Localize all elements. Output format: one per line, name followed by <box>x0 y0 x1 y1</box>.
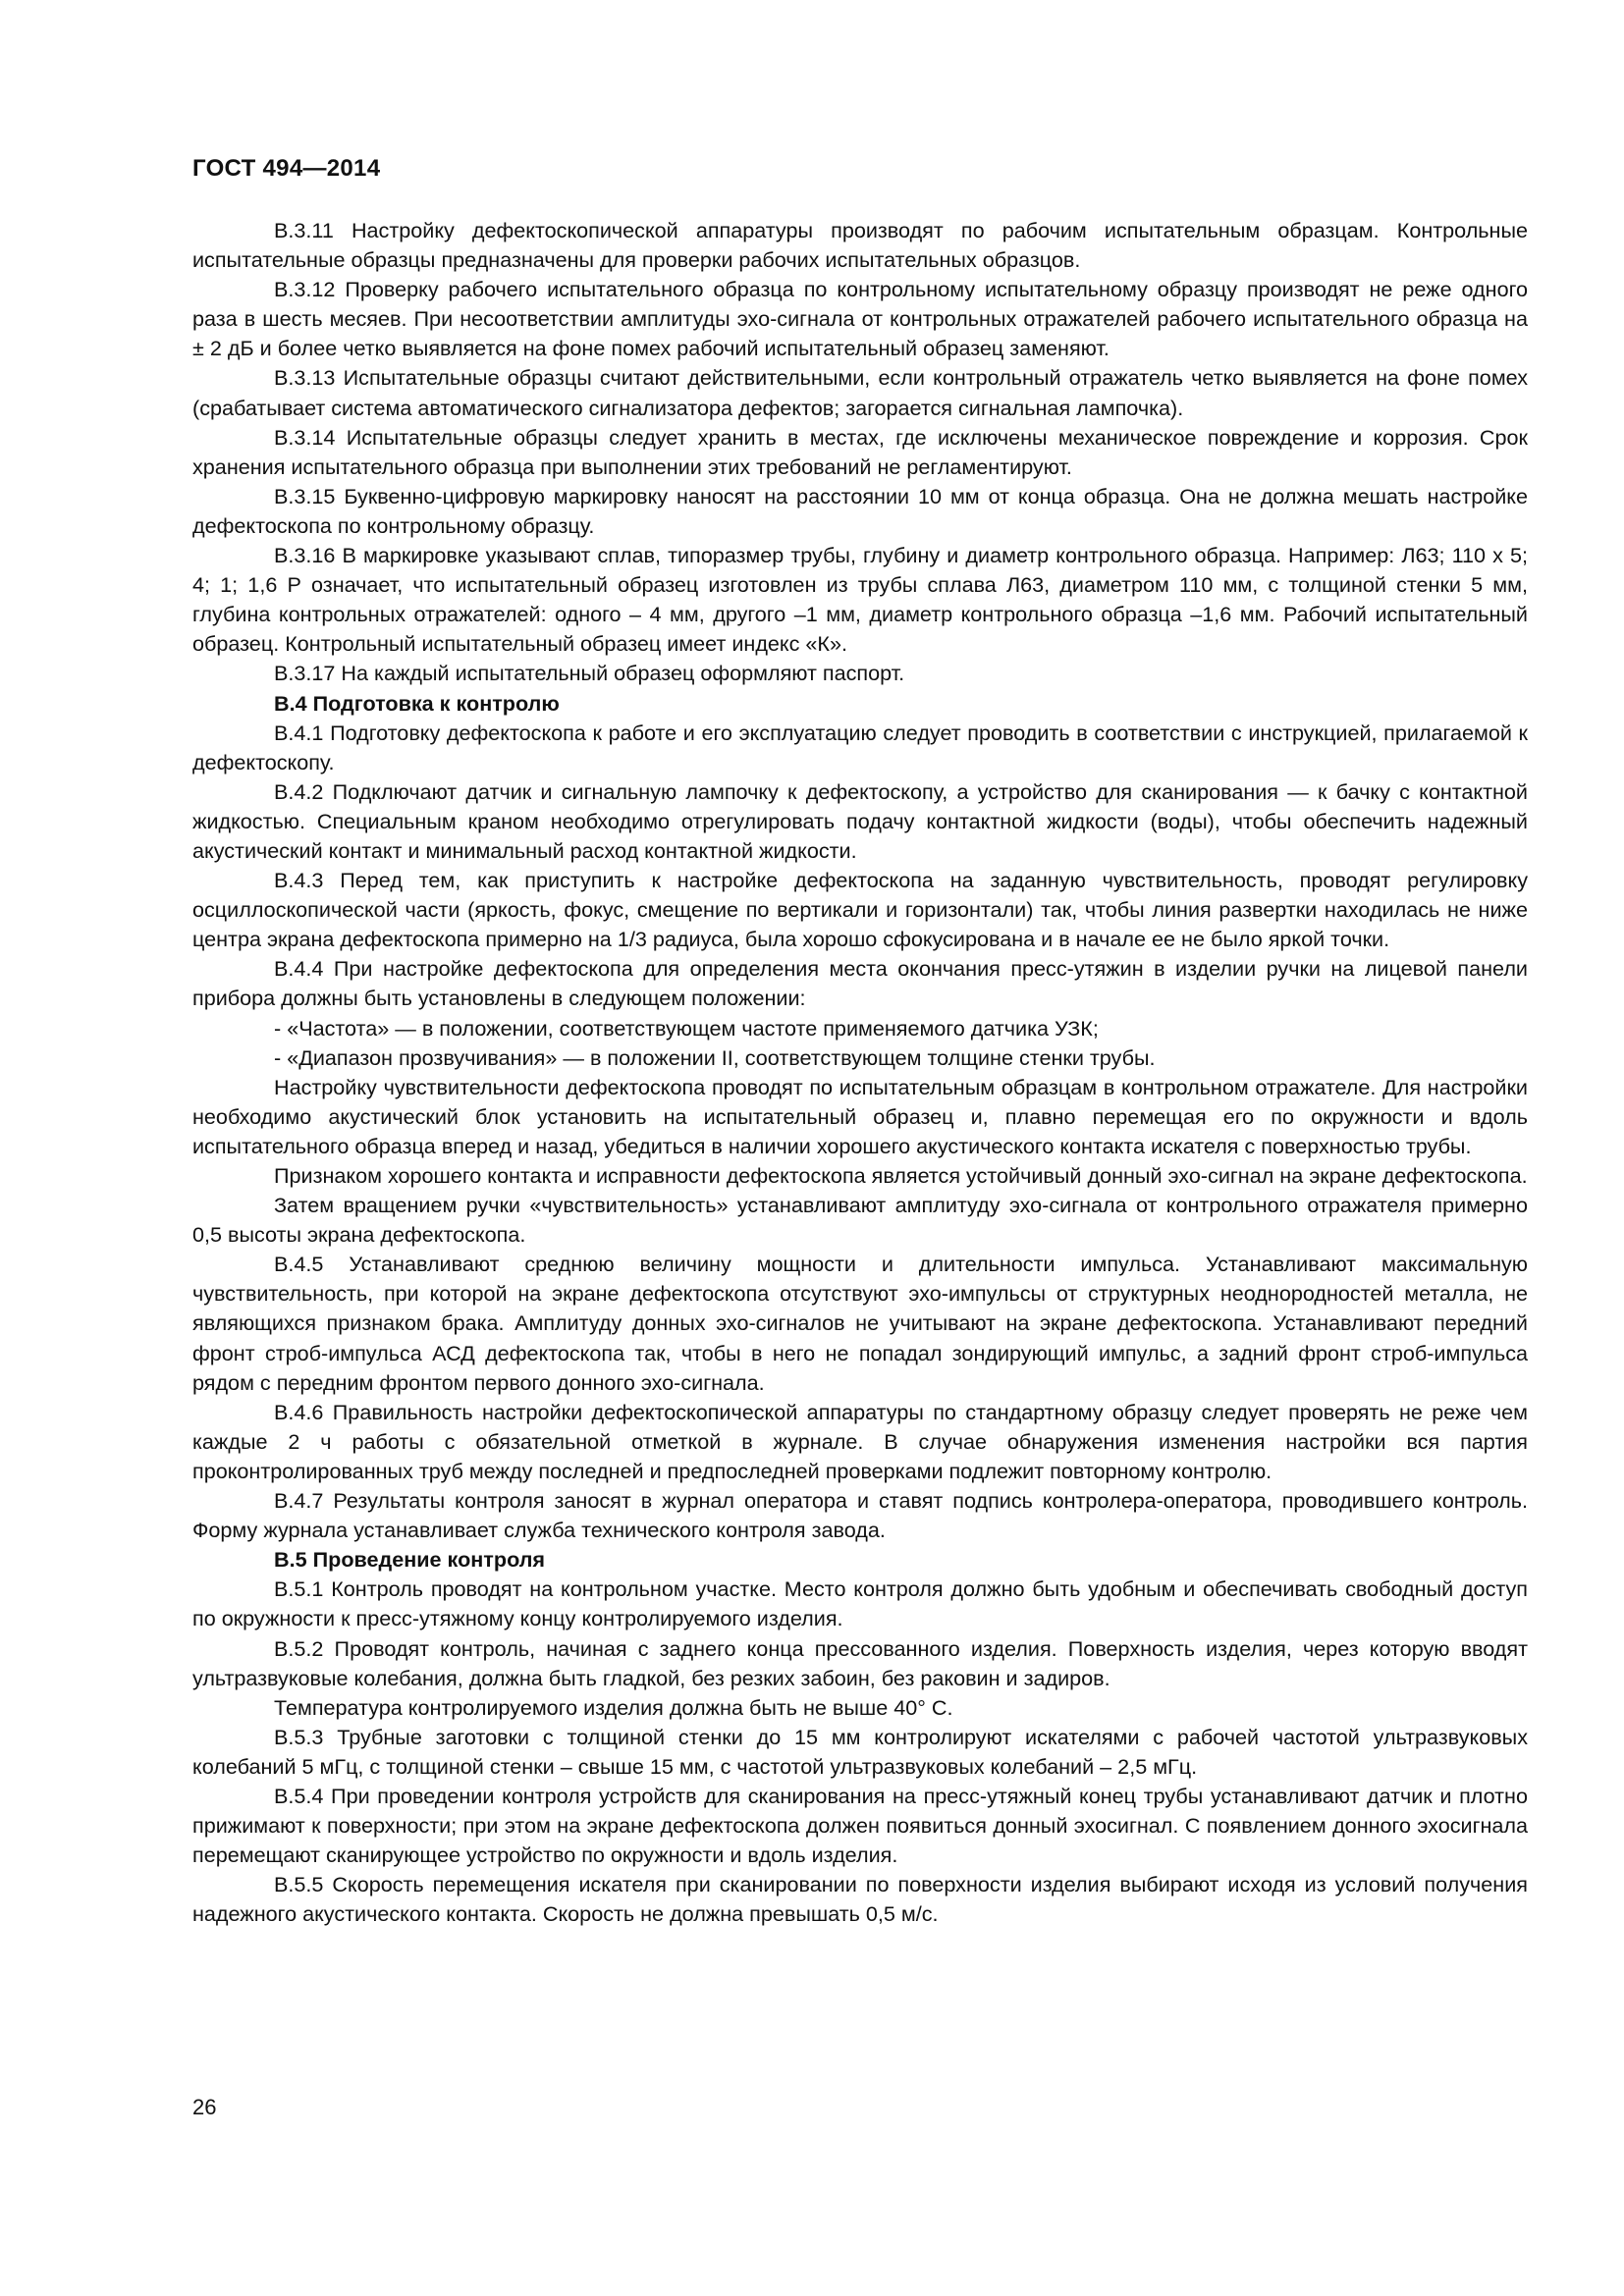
section-heading: В.5 Проведение контроля <box>274 1547 546 1573</box>
paragraph: В.4.6 Правильность настройки дефектоскопической аппаратуры по стандартному образцу следует проверять не реже чем каждые 2 ч работы с обязательной отметкой в журнале. В случае обнаружения изменения настройки вся партия проконтролированных труб между последней и предпоследней проверками подлежит повторному контролю. <box>192 1399 1528 1483</box>
paragraph: В.5.1 Контроль проводят на контрольном участке. Место контроля должно быть удобным и обеспечивать свободный доступ по окружности к пресс-утяжному концу контролируемого изделия. <box>192 1576 1528 1631</box>
paragraph: В.4.4 При настройке дефектоскопа для определения места окончания пресс-утяжин в изделии ручки на лицевой панели прибора должны быть установлены в следующем положении: <box>192 956 1528 1011</box>
page-number: 26 <box>192 2095 217 2119</box>
paragraph: Температура контролируемого изделия должна быть не выше 40° С. <box>274 1694 953 1720</box>
paragraph: В.5.5 Скорость перемещения искателя при сканировании по поверхности изделия выбирают исходя из условий получения надежного акустического контакта. Скорость не должна превышать 0,5 м/с. <box>192 1872 1528 1927</box>
paragraph: В.5.4 При проведении контроля устройств для сканирования на пресс-утяжный конец трубы устанавливают датчик и плотно прижимают к поверхности; при этом на экране дефектоскопа должен появиться донный эхосигнал. С появлением донного эхосигнала перемещают сканирующее устройство по окружности и вдоль изделия. <box>192 1783 1528 1868</box>
paragraph: В.3.15 Буквенно-цифровую маркировку наносят на расстоянии 10 мм от конца образца. Она не должна мешать настройке дефектоскопа по контрольному образцу. <box>192 483 1528 538</box>
paragraph: В.3.13 Испытательные образцы считают действительными, если контрольный отражатель четко выявляется на фоне помех (срабатывает система автоматического сигнализатора дефектов; загорается сигнальная лампочка). <box>192 365 1528 420</box>
document-body <box>192 216 1528 1929</box>
paragraph: Настройку чувствительности дефектоскопа проводят по испытательным образцам в контрольном отражателе. Для настройки необходимо акустический блок установить на испытательный образец и, плавно перемещая его по окружности и вдоль испытательного образца вперед и назад, убедиться в наличии хорошего акустического контакта искателя с поверхностью трубы. <box>192 1074 1528 1158</box>
paragraph: В.4.5 Устанавливают среднюю величину мощности и длительности импульса. Устанавливают максимальную чувствительность, при которой на экране дефектоскопа отсутствуют эхо-импульсы от структурных неоднородностей металла, не являющихся признаком брака. Амплитуду донных эхо-сигналов не учитывают на экране дефектоскопа. Устанавливают передний фронт строб-импульса АСД дефектоскопа так, чтобы в него не попадал зондирующий импульс, а задний фронт строб-импульса рядом с передним фронтом первого донного эхо-сигнала. <box>192 1252 1528 1395</box>
paragraph: В.4.2 Подключают датчик и сигнальную лампочку к дефектоскопу, а устройство для сканирования — к бачку с контактной жидкостью. Специальным краном необходимо отрегулировать подачу контактной жидкости (воды), чтобы обеспечить надежный акустический контакт и минимальный расход контактной жидкости. <box>192 778 1528 863</box>
paragraph: В.3.14 Испытательные образцы следует хранить в местах, где исключены механическое повреждение и коррозия. Срок хранения испытательного образца при выполнении этих требований не регламентируют. <box>192 424 1528 479</box>
paragraph: В.3.17 На каждый испытательный образец оформляют паспорт. <box>274 661 905 686</box>
paragraph: В.4.3 Перед тем, как приступить к настройке дефектоскопа на заданную чувствительность, проводят регулировку осциллоскопической части (яркость, фокус, смещение по вертикали и горизонтали) так, чтобы линия развертки находилась не ниже центра экрана дефектоскопа примерно на 1/3 радиуса, была хорошо сфокусирована и в начале ее не было яркой точки. <box>192 868 1528 952</box>
paragraph: В.3.11 Настройку дефектоскопической аппаратуры производят по рабочим испытательным образцам. Контрольные испытательные образцы предназначены для проверки рабочих испытательных образцов. <box>192 218 1528 273</box>
paragraph: Признаком хорошего контакта и исправности дефектоскопа является устойчивый донный эхо-сигнал на экране дефектоскопа. <box>274 1163 1528 1188</box>
paragraph: Затем вращением ручки «чувствительность» устанавливают амплитуду эхо-сигнала от контрольного отражателя примерно 0,5 высоты экрана дефектоскопа. <box>192 1193 1528 1248</box>
paragraph: В.5.2 Проводят контроль, начиная с заднего конца прессованного изделия. Поверхность изделия, через которую вводят ультразвуковые колебания, должна быть гладкой, без резких забоин, без раковин и задиров. <box>192 1635 1528 1690</box>
document-code-header: ГОСТ 494—2014 <box>192 155 381 182</box>
paragraph: В.3.12 Проверку рабочего испытательного образца по контрольному испытательному образцу производят не реже одного раза в шесть месяев. При несоответствии амплитуды эхо-сигнала от контрольных отражателей рабочего испытательного образца на ± 2 дБ и более четко выявляется на фоне помех рабочий испытательный образец заменяют. <box>192 277 1528 361</box>
paragraph: - «Частота» — в положении, соответствующем частоте применяемого датчика УЗК; <box>274 1015 1099 1041</box>
paragraph: В.4.7 Результаты контроля заносят в журнал оператора и ставят подпись контролера-оператора, проводившего контроль. Форму журнала устанавливает служба технического контроля завода. <box>192 1488 1528 1543</box>
paragraph: В.4.1 Подготовку дефектоскопа к работе и его эксплуатацию следует проводить в соответствии с инструкцией, прилагаемой к дефектоскопу. <box>192 720 1528 774</box>
paragraph: - «Диапазон прозвучивания» — в положении II, соответствующем толщине стенки трубы. <box>274 1044 1156 1070</box>
paragraph: В.3.16 В маркировке указывают сплав, типоразмер трубы, глубину и диаметр контрольного образца. Например: Л63; 110 х 5; 4; 1; 1,6 Р означает, что испытательный образец изготовлен из трубы сплава Л63, диаметром 110 мм, с толщиной стенки 5 мм, глубина контрольных отражателей: одного – 4 мм, другого –1 мм, диаметр контрольного образца –1,6 мм. Рабочий испытательный образец. Контрольный испытательный образец имеет индекс «К». <box>192 543 1528 657</box>
paragraph: В.5.3 Трубные заготовки с толщиной стенки до 15 мм контролируют искателями с рабочей частотой ультразвуковых колебаний 5 мГц, с толщиной стенки – свыше 15 мм, с частотой ультразвуковых колебаний – 2,5 мГц. <box>192 1724 1528 1779</box>
section-heading: В.4 Подготовка к контролю <box>274 690 560 716</box>
